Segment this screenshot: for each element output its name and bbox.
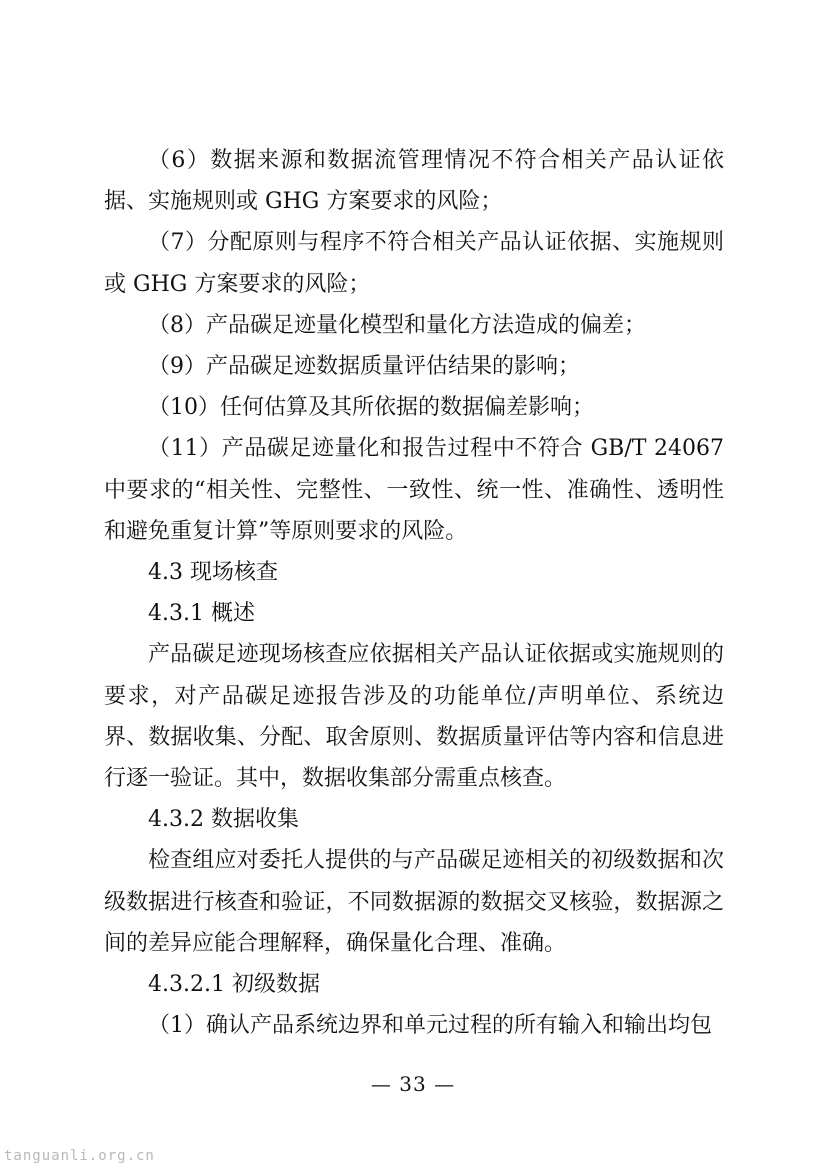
section-heading-4-3-2: 4.3.2 数据收集 (148, 807, 299, 833)
list-item-11: （11）产品碳足迹量化和报告过程中不符合 GB/T 24067 中要求的“相关性、完整性、一致性、统一性、准确性、透明性和避免重复计算”等原则要求的风险。 (104, 436, 724, 544)
list-item-8: （8）产品碳足迹量化模型和量化方法造成的偏差； (148, 312, 646, 338)
section-heading-4-3: 4.3 现场核查 (148, 560, 278, 586)
list-item-10: （10）任何估算及其所依据的数据偏差影响； (148, 395, 594, 421)
page-number: — 33 — (370, 1072, 456, 1096)
list-item-1-primary-data: （1）确认产品系统边界和单元过程的所有输入和输出均包 (148, 1013, 712, 1039)
paragraph-4-3-2: 检查组应对委托人提供的与产品碳足迹相关的初级数据和次级数据进行核查和验证，不同数据源的数据交叉核验，数据源之间的差异应能合理解释，确保量化合理、准确。 (104, 848, 724, 956)
list-item-9: （9）产品碳足迹数据质量评估结果的影响； (148, 354, 580, 380)
list-item-6: （6）数据来源和数据流管理情况不符合相关产品认证依据、实施规则或 GHG 方案要求的风险； (104, 148, 724, 215)
list-item-7: （7）分配原则与程序不符合相关产品认证依据、实施规则或 GHG 方案要求的风险； (104, 230, 724, 297)
paragraph-4-3-1: 产品碳足迹现场核查应依据相关产品认证依据或实施规则的要求，对产品碳足迹报告涉及的功能单位/声明单位、系统边界、数据收集、分配、取舍原则、数据质量评估等内容和信息进行逐一验证。其中，数据收集部分需重点核查。 (104, 642, 724, 792)
section-heading-4-3-1: 4.3.1 概述 (148, 601, 255, 627)
section-heading-4-3-2-1: 4.3.2.1 初级数据 (148, 972, 320, 998)
watermark: tanguanli.org.cn (4, 1148, 155, 1164)
document-body (104, 140, 724, 1046)
